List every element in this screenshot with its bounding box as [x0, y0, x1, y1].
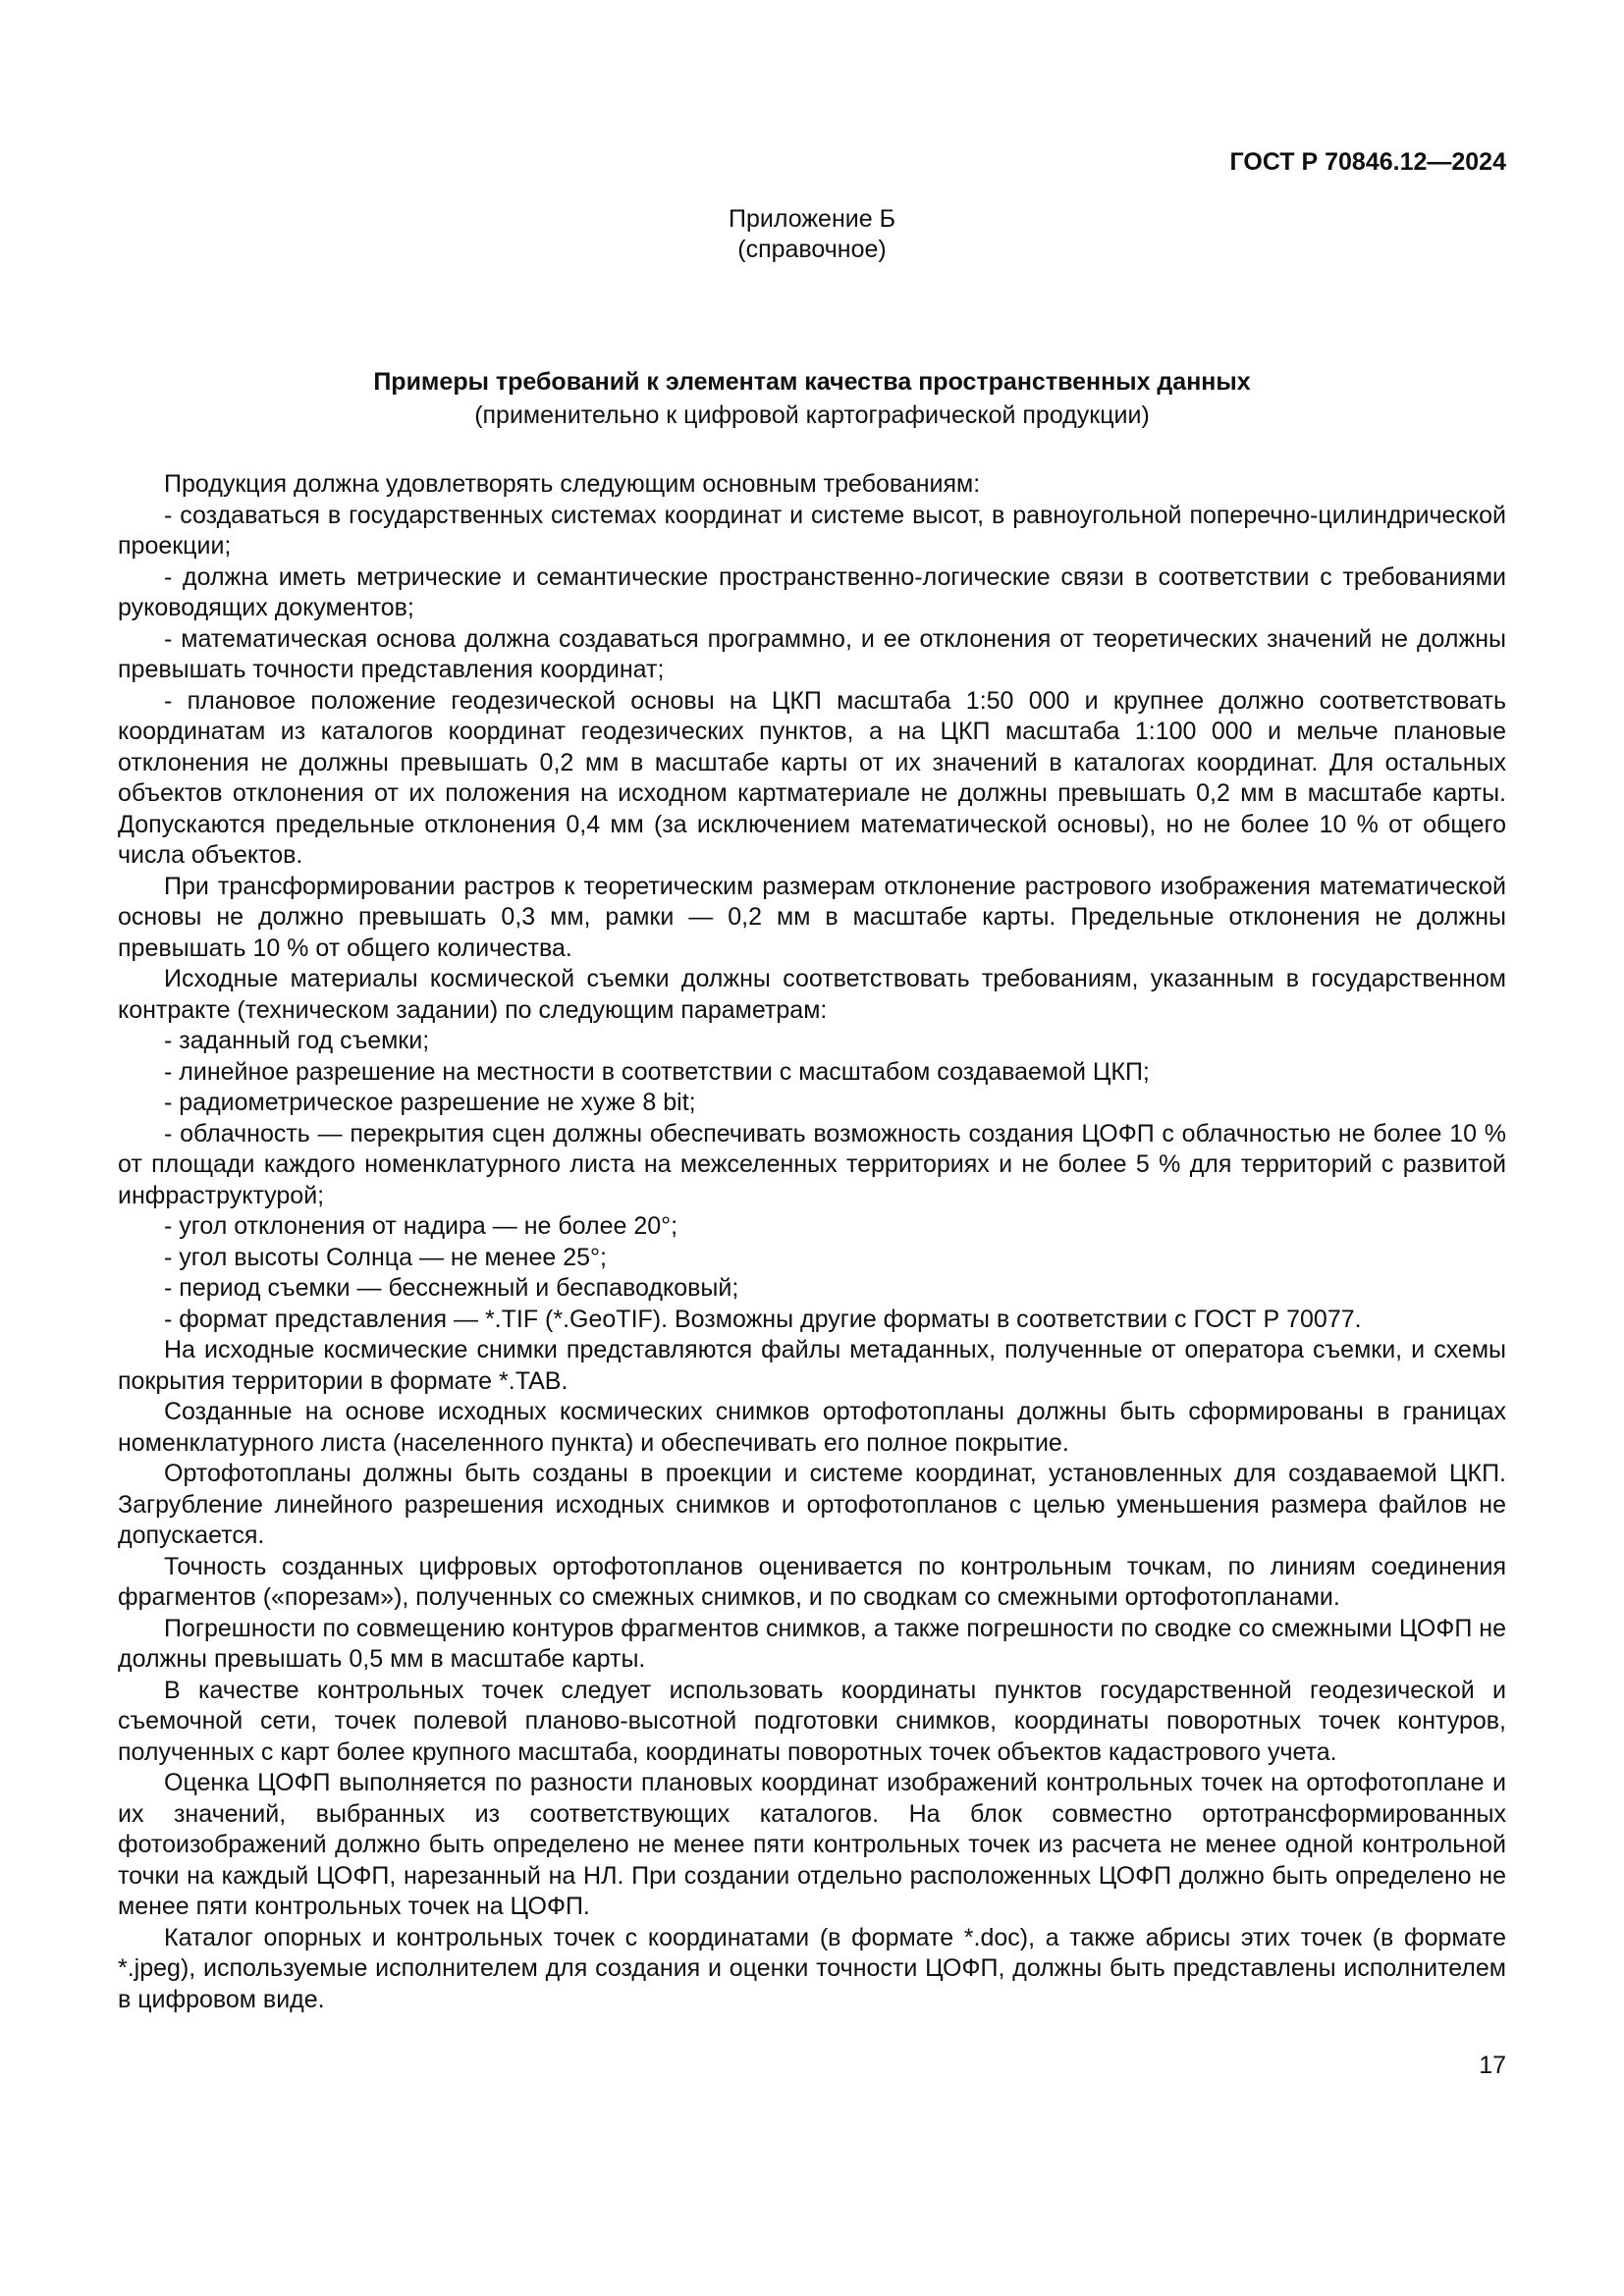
appendix-label: Приложение Б — [729, 205, 895, 233]
paragraph: - радиометрическое разрешение не хуже 8 bit; — [164, 1089, 696, 1116]
page-number: 17 — [1479, 2052, 1506, 2079]
paragraph: - создаваться в государственных системах координат и системе высот, в равноугольной поперечно-цилиндрической проекции; — [118, 501, 1506, 560]
appendix-heading — [118, 204, 1506, 265]
appendix-note: (справочное) — [737, 236, 887, 263]
paragraph: В качестве контрольных точек следует использовать координаты пунктов государственной геодезической и съемочной сети, точек полевой планово-высотной подготовки снимков, координаты поворотных точек контуров, полученных с карт более крупного масштаба, координаты поворотных точек объектов кадастрового учета. — [118, 1676, 1506, 1766]
section-title: Примеры требований к элементам качества пространственных данных — [373, 368, 1251, 396]
paragraph: - период съемки — бесснежный и беспаводковый; — [164, 1274, 739, 1302]
paragraph: - линейное разрешение на местности в соответствии с масштабом создаваемой ЦКП; — [164, 1057, 1150, 1086]
paragraph: - угол отклонения от надира — не более 20°; — [164, 1212, 678, 1240]
paragraph: Исходные материалы космической съемки должны соответствовать требованиям, указанным в государственном контракте (техническом задании) по следующим параметрам: — [118, 965, 1506, 1024]
paragraph: На исходные космические снимки представляются файлы метаданных, полученные от оператора съемки, и схемы покрытия территории в формате *.TAB. — [118, 1336, 1506, 1395]
paragraph: - угол высоты Солнца — не менее 25°; — [164, 1243, 607, 1271]
paragraph: Оценка ЦОФП выполняется по разности плановых координат изображений контрольных точек на ортофотоплане и их значений, выбранных из соответствующих каталогов. На блок совместно ортотрансформированных фотоизображений должно быть определено не менее пяти контрольных точек из расчета не менее одной контрольной точки на каждый ЦОФП, нарезанный на НЛ. При создании отдельно расположенных ЦОФП должно быть определено не менее пяти контрольных точек на ЦОФП. — [118, 1769, 1506, 1920]
paragraph: Точность созданных цифровых ортофотопланов оценивается по контрольным точкам, по линиям соединения фрагментов («порезам»), полученных со смежных снимков, и по сводкам со смежными ортофотопланами. — [118, 1552, 1506, 1611]
paragraph: - плановое положение геодезической основы на ЦКП масштаба 1:50 000 и крупнее должно соответствовать координатам из каталогов координат геодезических пунктов, а на ЦКП масштаба 1:100 000 и мельче плановые отклонения не должны превышать 0,2 мм в масштабе карты от их значений в каталогах координат. Для остальных объектов отклонения от их положения на исходном картматериале не должны превышать 0,2 мм в масштабе карты. Допускаются предельные отклонения 0,4 мм (за исключением математической основы), но не более 10 % от общего числа объектов. — [118, 686, 1506, 869]
paragraph: - должна иметь метрические и семантические пространственно-логические связи в соответствии с требованиями руководящих документов; — [118, 562, 1506, 621]
paragraph: При трансформировании растров к теоретическим размерам отклонение растрового изображения математической основы не должно превышать 0,3 мм, рамки — 0,2 мм в масштабе карты. Предельные отклонения не должны превышать 10 % от общего количества. — [118, 872, 1506, 962]
doc-number: ГОСТ Р 70846.12—2024 — [1229, 148, 1506, 176]
paragraph: Продукция должна удовлетворять следующим основным требованиям: — [164, 470, 981, 498]
paragraph: - формат представления — *.TIF (*.GeoTIF). Возможны другие форматы в соответствии с ГОСТ Р 70077. — [164, 1305, 1362, 1333]
paragraph: Каталог опорных и контрольных точек с координатами (в формате *.doc), а также абрисы этих точек (в формате *.jpeg), используемые исполнителем для создания и оценки точности ЦОФП, должны быть представлены исполнителем в цифровом виде. — [118, 1923, 1506, 2013]
section-subtitle: (применительно к цифровой картографической продукции) — [474, 401, 1150, 429]
paragraph: Ортофотопланы должны быть созданы в проекции и системе координат, установленных для создаваемой ЦКП. Загрубление линейного разрешения исходных снимков и ортофотопланов с целью уменьшения размера файлов не допускается. — [118, 1460, 1506, 1549]
body-text — [118, 469, 1506, 2015]
paragraph: Погрешности по совмещению контуров фрагментов снимков, а также погрешности по сводке со смежными ЦОФП не должны превышать 0,5 мм в масштабе карты. — [118, 1614, 1506, 1673]
title-block — [118, 365, 1506, 432]
paragraph: - математическая основа должна создаваться программно, и ее отклонения от теоретических значений не должны превышать точности представления координат; — [118, 624, 1506, 683]
paragraph: - облачность — перекрытия сцен должны обеспечивать возможность создания ЦОФП с облачностью не более 10 % от площади каждого номенклатурного листа на межселенных территориях и не более 5 % для территорий с развитой инфраструктурой; — [118, 1119, 1506, 1209]
paragraph: - заданный год съемки; — [164, 1027, 430, 1054]
paragraph: Созданные на основе исходных космических снимков ортофотопланы должны быть сформированы в границах номенклатурного листа (населенного пункта) и обеспечивать его полное покрытие. — [118, 1398, 1506, 1457]
